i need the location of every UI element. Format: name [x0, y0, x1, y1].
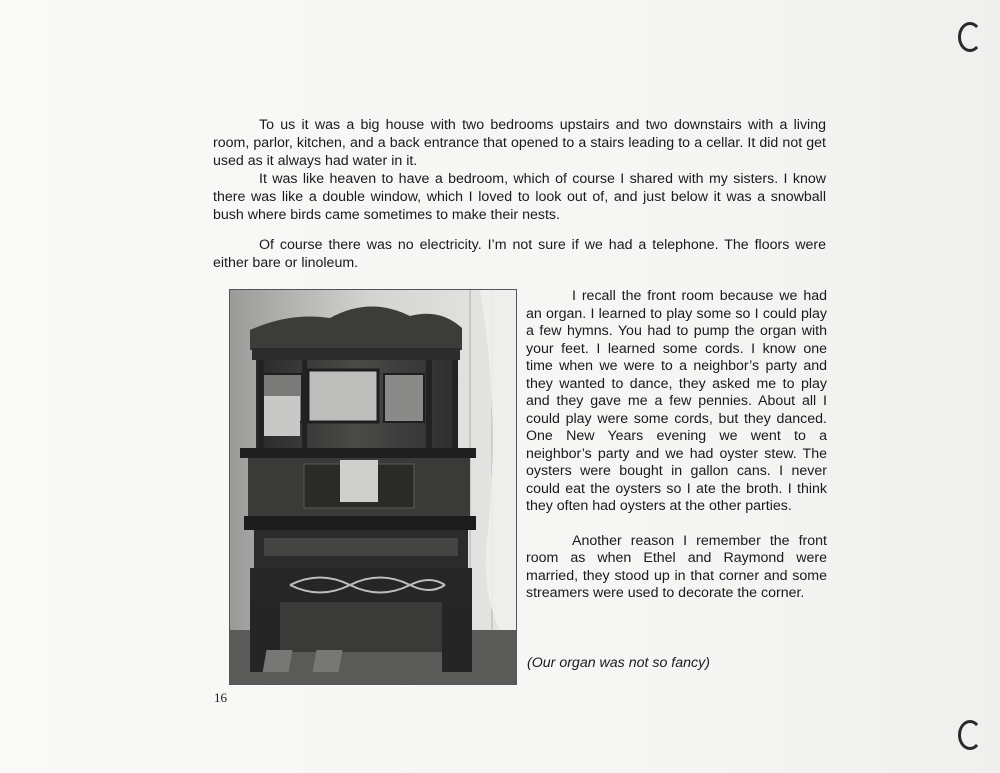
- binder-hole-top: [958, 22, 982, 52]
- page-number: 16: [214, 690, 227, 705]
- photo-caption: (Our organ was not so fancy): [527, 655, 710, 671]
- middle-text: [213, 236, 826, 272]
- paragraph-electricity: Of course there was no electricity. I’m not sure if we had a telephone. The floors were either bare or linoleum.: [213, 237, 826, 271]
- organ-story-text: [526, 288, 827, 603]
- paragraph-house: To us it was a big house with two bedrooms upstairs and two downstairs with a living room, parlor, kitchen, and a back entrance that opened to a stairs leading to a cellar. It did not get used as it always had water in it.: [213, 117, 826, 169]
- intro-text: [213, 116, 826, 224]
- binder-hole-bottom: [958, 720, 982, 750]
- organ-illustration: [230, 290, 516, 684]
- organ-photo: [229, 289, 517, 685]
- paragraph-organ: I recall the front room because we had an organ. I learned to play some so I could play a few hymns. You had to pump the organ with your feet. I learned some cords. I know one time when we were to a neighbor’s party and they wanted to dance, they asked me to play and they gave me a few pennies. About all I could play were some cords, but they danced. One New Years evening we went to a neighbor’s party and we had oyster stew. The oysters were bought in gallon cans. I never could eat the oysters so I ate the broth. I think they often had oysters at the other parties.: [526, 288, 827, 514]
- paragraph-wedding: Another reason I remember the front room as when Ethel and Raymond were married, they stood up in that corner and some streamers were used to decorate the corner.: [526, 532, 827, 601]
- paragraph-bedroom: It was like heaven to have a bedroom, which of course I shared with my sisters. I know there was like a double window, which I loved to look out of, and just below it was a snowball bush where birds came sometimes to make their nests.: [213, 171, 826, 223]
